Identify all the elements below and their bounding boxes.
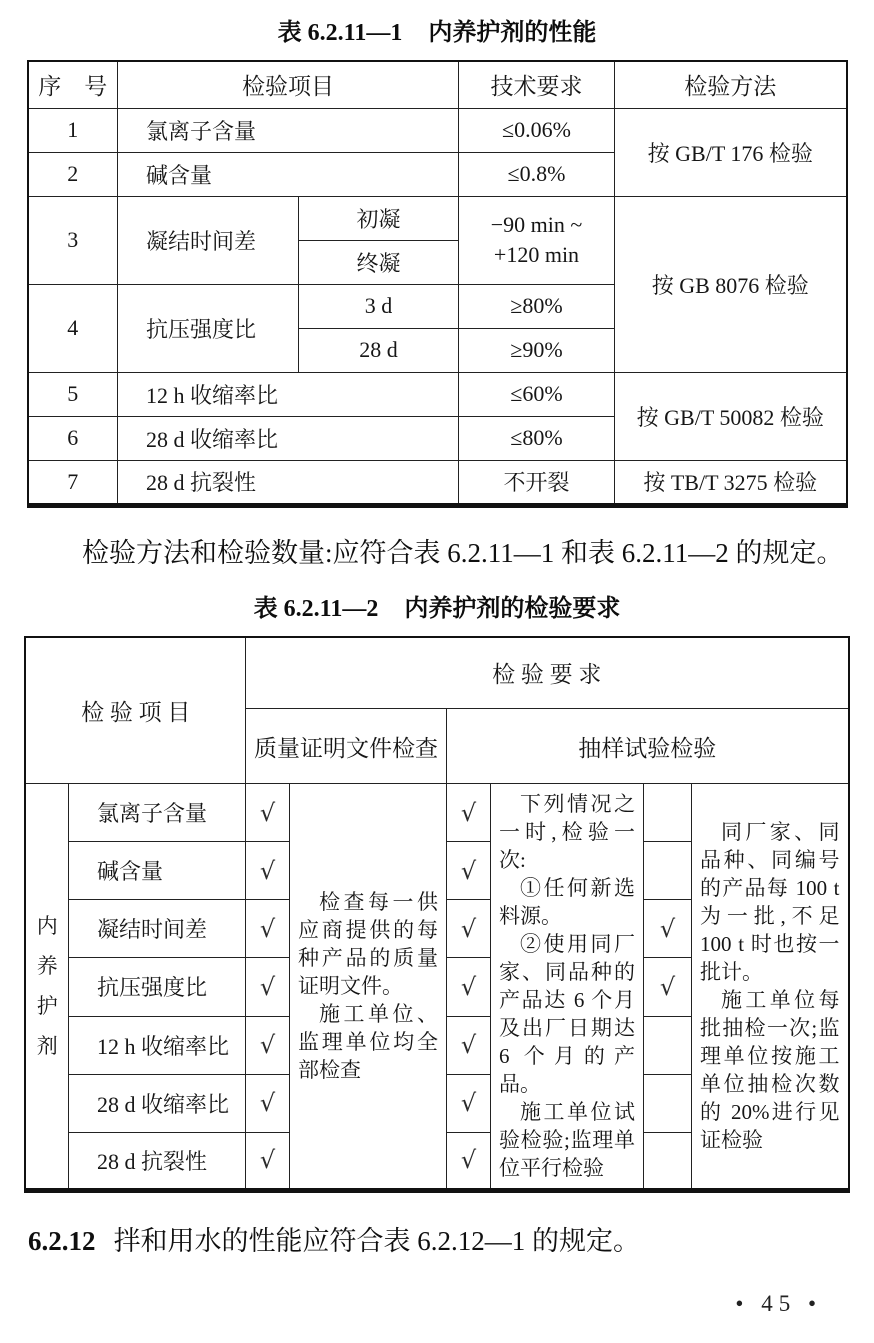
sampling-note <box>490 784 643 1191</box>
table2-header-doc-check: 质量证明文件检查 <box>245 709 446 784</box>
note-paragraph: 施工单位每批抽检一次;监理单位按施工单位抽检次数的 20%进行见证检验 <box>699 988 840 1152</box>
clause-text: 拌和用水的性能应符合表 6.2.12—1 的规定。 <box>113 1226 640 1256</box>
table-row <box>25 784 848 842</box>
sampling-checkmark: √ <box>446 1132 490 1190</box>
note-paragraph: 检查每一供应商提供的每种产品的质量证明文件。 <box>297 890 438 998</box>
batch-note <box>691 784 848 1191</box>
doc-checkmark: √ <box>245 784 289 842</box>
doc-checkmark: √ <box>245 1016 289 1074</box>
row-item: 28 d 抗裂性 <box>68 1132 245 1190</box>
witness-checkmark: √ <box>643 958 691 1016</box>
row-requirement: ≤0.8% <box>459 152 615 196</box>
row-requirement: ≥90% <box>459 328 615 372</box>
row-item: 抗压强度比 <box>68 958 245 1016</box>
table2-inspection-requirements <box>24 636 849 1194</box>
note-paragraph: ①任何新选料源。 <box>498 876 635 928</box>
row-subitem: 28 d <box>299 328 459 372</box>
sampling-checkmark: √ <box>446 958 490 1016</box>
table1-performance <box>27 60 848 508</box>
row-item: 12 h 收缩率比 <box>68 1016 245 1074</box>
row-subitem: 3 d <box>299 284 459 328</box>
row-item: 28 d 收缩率比 <box>68 1074 245 1132</box>
row-requirement: ≥80% <box>459 284 615 328</box>
row-item: 凝结时间差 <box>68 900 245 958</box>
doc-checkmark: √ <box>245 900 289 958</box>
table2-caption-title: 内养护剂的检验要求 <box>404 595 621 622</box>
intro-paragraph: 检验方法和检验数量:应符合表 6.2.11—1 和表 6.2.11—2 的规定。 <box>82 537 844 568</box>
row-item: 碱含量 <box>68 842 245 900</box>
row-item: 氯离子含量 <box>68 784 245 842</box>
row-no: 5 <box>28 372 118 416</box>
doc-checkmark: √ <box>245 1132 289 1190</box>
row-item: 28 d 收缩率比 <box>118 416 459 460</box>
sampling-checkmark: √ <box>446 784 490 842</box>
row-subitem: 终凝 <box>299 240 459 284</box>
witness-checkmark <box>643 1016 691 1074</box>
table-row <box>28 460 847 505</box>
row-requirement: 不开裂 <box>459 460 615 505</box>
row-item: 氯离子含量 <box>118 108 459 152</box>
row-requirement <box>459 196 615 284</box>
witness-checkmark: √ <box>643 900 691 958</box>
witness-checkmark <box>643 842 691 900</box>
table1-caption-title: 内养护剂的性能 <box>428 20 597 46</box>
witness-checkmark <box>643 1074 691 1132</box>
doc-checkmark: √ <box>245 1074 289 1132</box>
row-item: 28 d 抗裂性 <box>118 460 459 505</box>
row-requirement: ≤0.06% <box>459 108 615 152</box>
row-requirement: ≤80% <box>459 416 615 460</box>
row-item: 碱含量 <box>118 152 459 196</box>
table2-caption <box>0 592 874 626</box>
note-paragraph: 同厂家、同品种、同编号的产品每 100 t 为一批,不足 100 t 时也按一批计。 <box>699 820 840 984</box>
table1-header-no: 序 号 <box>28 61 118 108</box>
table1-caption <box>0 16 874 50</box>
requirement-line2: +120 min <box>493 242 580 267</box>
row-subitem: 初凝 <box>299 196 459 240</box>
row-no: 7 <box>28 460 118 505</box>
clause-number: 6.2.12 <box>28 1226 96 1256</box>
row-item: 凝结时间差 <box>118 196 299 284</box>
row-no: 4 <box>28 284 118 372</box>
requirement-line1: −90 min ~ <box>490 212 583 237</box>
witness-checkmark <box>643 784 691 842</box>
table1-caption-label: 表 6.2.11—1 <box>277 20 403 46</box>
table1-header-item: 检验项目 <box>118 61 459 108</box>
doc-checkmark: √ <box>245 958 289 1016</box>
table1-header-method: 检验方法 <box>615 61 847 108</box>
row-no: 1 <box>28 108 118 152</box>
table-row <box>28 108 847 152</box>
row-method: 按 GB 8076 检验 <box>615 196 847 372</box>
table2-caption-label: 表 6.2.11—2 <box>253 595 379 622</box>
note-paragraph: 下列情况之一时,检验一次: <box>498 792 635 872</box>
note-paragraph: ②使用同厂家、同品种的产品达 6 个月及出厂日期达 6 个月的产品。 <box>498 932 635 1096</box>
note-paragraph: 施工单位试验检验;监理单位平行检验 <box>498 1100 635 1180</box>
row-item: 抗压强度比 <box>118 284 299 372</box>
category-label: 内养护剂 <box>36 914 58 1058</box>
sampling-checkmark: √ <box>446 900 490 958</box>
row-no: 2 <box>28 152 118 196</box>
row-item: 12 h 收缩率比 <box>118 372 459 416</box>
sampling-checkmark: √ <box>446 842 490 900</box>
table2-header-row-1 <box>25 637 848 709</box>
row-method: 按 GB/T 50082 检验 <box>615 372 847 460</box>
sampling-checkmark: √ <box>446 1074 490 1132</box>
table1-header-row <box>28 61 847 108</box>
page-number: • 45 • <box>735 1291 822 1316</box>
doc-check-note <box>289 784 446 1191</box>
sampling-checkmark: √ <box>446 1016 490 1074</box>
row-method: 按 TB/T 3275 检验 <box>615 460 847 505</box>
row-no: 6 <box>28 416 118 460</box>
table-row <box>28 372 847 416</box>
table-row <box>28 196 847 240</box>
doc-checkmark: √ <box>245 842 289 900</box>
table2-header-item: 检 验 项 目 <box>25 637 245 784</box>
row-method: 按 GB/T 176 检验 <box>615 108 847 196</box>
row-requirement: ≤60% <box>459 372 615 416</box>
table2-header-requirement: 检 验 要 求 <box>245 637 848 709</box>
category-cell <box>25 784 68 1191</box>
note-paragraph: 施工单位、监理单位均全部检查 <box>297 1002 438 1082</box>
table1-header-req: 技术要求 <box>459 61 615 108</box>
witness-checkmark <box>643 1132 691 1190</box>
table2-header-sampling: 抽样试验检验 <box>446 709 848 784</box>
clause-6-2-12 <box>28 1221 846 1261</box>
row-no: 3 <box>28 196 118 284</box>
